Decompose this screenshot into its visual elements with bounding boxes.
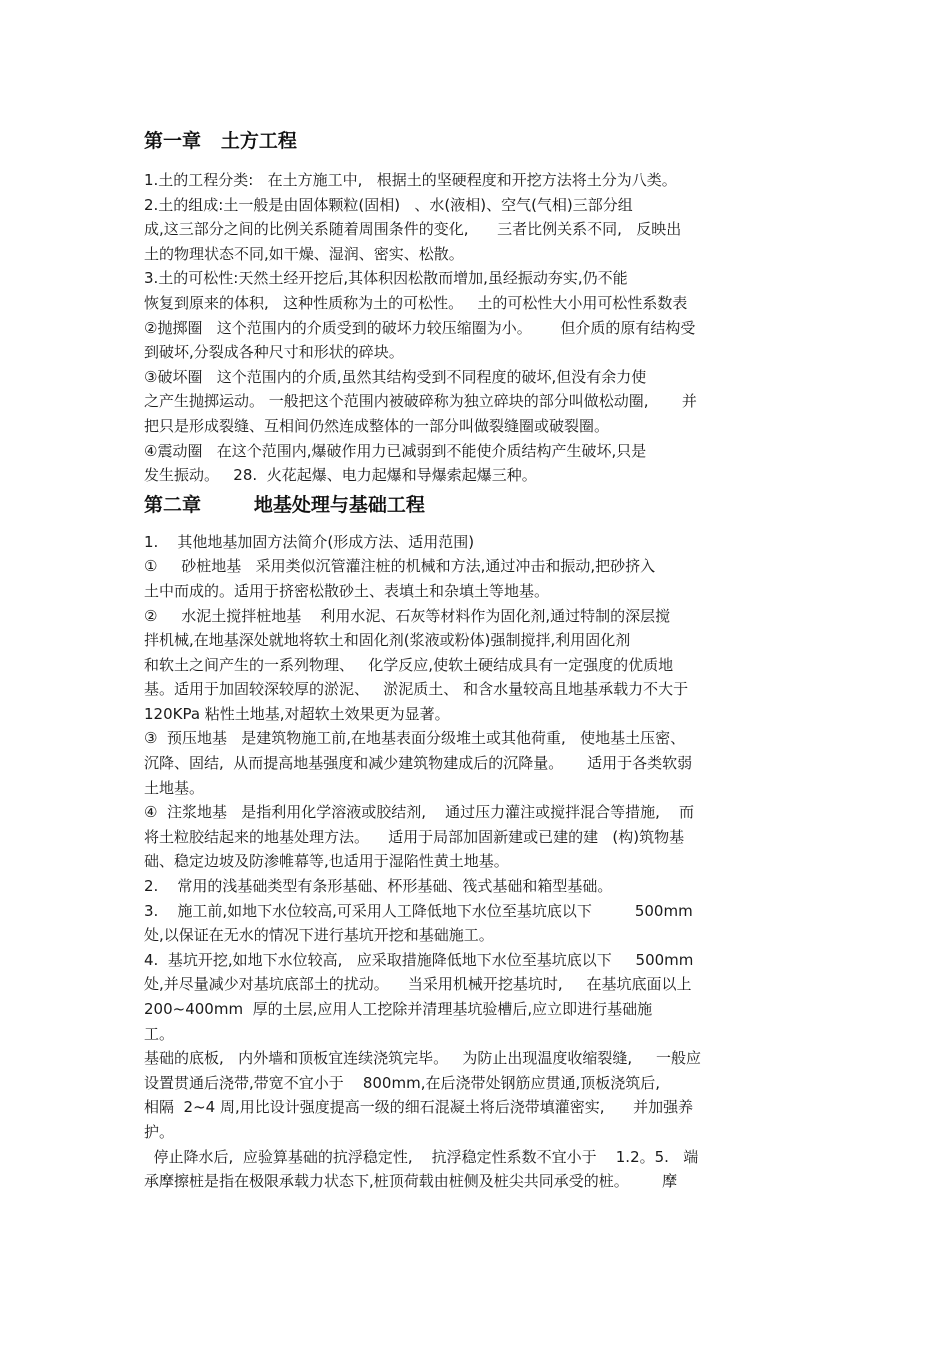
- text-line: 基。适用于加固较深较厚的淤泥、 淤泥质土、 和含水量较高且地基承载力不大于: [144, 680, 689, 699]
- text-line: 拌机械,在地基深处就地将软土和固化剂(浆液或粉体)强制搅拌,利用固化剂: [144, 631, 631, 650]
- text-line: 2.土的组成:土一般是由固体颗粒(固相) 、水(液相)、空气(气相)三部分组: [144, 195, 633, 214]
- text-line: 恢复到原来的体积, 这种性质称为土的可松性。 土的可松性大小用可松性系数表: [144, 293, 688, 312]
- text-line: 工。: [144, 1024, 175, 1043]
- text-line: 停止降水后, 应验算基础的抗浮稳定性, 抗浮稳定性系数不宜小于 1.2。5. 端: [144, 1147, 699, 1166]
- text-line: ④震动圈 在这个范围内,爆破作用力已减弱到不能使介质结构产生破坏,只是: [144, 441, 647, 460]
- text-line: 承摩擦桩是指在极限承载力状态下,桩顶荷载由桩侧及桩尖共同承受的桩。 摩: [144, 1172, 678, 1191]
- text-line: 成,这三部分之间的比例关系随着周围条件的变化, 三者比例关系不同, 反映出: [144, 220, 682, 239]
- text-line: 2. 常用的浅基础类型有条形基础、杯形基础、筏式基础和箱型基础。: [144, 877, 613, 896]
- text-line: 基础的底板, 内外墙和顶板宜连续浇筑完毕。 为防止出现温度收缩裂缝, 一般应: [144, 1049, 701, 1068]
- text-line: ① 砂桩地基 采用类似沉管灌注桩的机械和方法,通过冲击和振动,把砂挤入: [144, 557, 656, 576]
- text-line: 1. 其他地基加固方法简介(形成方法、适用范围): [144, 532, 475, 551]
- text-line: ④ 注浆地基 是指利用化学溶液或胶结剂, 通过压力灌注或搅拌混合等措施, 而: [144, 803, 694, 822]
- text-line: ③破坏圈 这个范围内的介质,虽然其结构受到不同程度的破坏,但没有余力使: [144, 367, 647, 386]
- text-line: ②抛掷圈 这个范围内的介质受到的破坏力较压缩圈为小。 但介质的原有结构受: [144, 318, 696, 337]
- chapter-2-body: [144, 530, 814, 1194]
- text-line: 发生振动。 28. 火花起爆、电力起爆和导爆索起爆三种。: [144, 466, 537, 485]
- text-line: 120KPa 粘性土地基,对超软土效果更为显著。: [144, 704, 450, 723]
- chapter-1-body: [144, 168, 814, 488]
- text-line: 土地基。: [144, 778, 205, 797]
- document-body: [144, 128, 814, 1194]
- text-line: 到破坏,分裂成各种尺寸和形状的碎块。: [144, 343, 404, 362]
- text-line: 200~400mm 厚的土层,应用人工挖除并清理基坑验槽后,应立即进行基础施: [144, 1000, 653, 1018]
- text-line: 把只是形成裂缝、互相间仍然连成整体的一部分叫做裂缝圈或破裂圈。: [144, 416, 610, 435]
- text-line: 将土粒胶结起来的地基处理方法。 适用于局部加固新建或已建的建 (构)筑物基: [144, 827, 685, 846]
- text-line: 之产生抛掷运动。 一般把这个范围内被破碎称为独立碎块的部分叫做松动圈, 并: [144, 392, 697, 411]
- text-line: 3. 施工前,如地下水位较高,可采用人工降低地下水位至基坑底以下 500mm: [144, 901, 693, 920]
- text-line: 土中而成的。适用于挤密松散砂土、表填土和杂填土等地基。: [144, 581, 550, 600]
- text-line: 和软土之间产生的一系列物理、 化学反应,使软土硬结成具有一定强度的优质地: [144, 655, 674, 674]
- chapter-2-title: 第二章 地基处理与基础工程: [144, 493, 425, 516]
- text-line: 沉降、固结, 从而提高地基强度和减少建筑物建成后的沉降量。 适用于各类软弱: [144, 754, 693, 773]
- text-line: 土的物理状态不同,如干燥、湿润、密实、松散。: [144, 244, 464, 263]
- text-line: ② 水泥土搅拌桩地基 利用水泥、石灰等材料作为固化剂,通过特制的深层搅: [144, 606, 671, 625]
- text-line: 相隔 2~4 周,用比设计强度提高一级的细石混凝土将后浇带填灌密实, 并加强养: [144, 1098, 694, 1117]
- text-line: 3.土的可松性:天然土经开挖后,其体积因松散而增加,虽经振动夯实,仍不能: [144, 269, 628, 288]
- text-line: 处,并尽量减少对基坑底部土的扰动。 当采用机械开挖基坑时, 在基坑底面以上: [144, 975, 692, 994]
- text-line: 4. 基坑开挖,如地下水位较高, 应采取措施降低地下水位至基坑底以下 500mm: [144, 950, 694, 969]
- text-line: 1.土的工程分类: 在土方施工中, 根据土的坚硬程度和开挖方法将土分为八类。: [144, 171, 677, 189]
- text-line: 处,以保证在无水的情况下进行基坑开挖和基础施工。: [144, 926, 494, 945]
- text-line: ③ 预压地基 是建筑物施工前,在地基表面分级堆土或其他荷重, 使地基土压密、: [144, 729, 686, 748]
- chapter-1-title: 第一章 土方工程: [144, 130, 297, 152]
- text-line: 础、稳定边坡及防渗帷幕等,也适用于湿陷性黄土地基。: [144, 852, 509, 871]
- text-line: 护。: [144, 1122, 175, 1141]
- text-line: 设置贯通后浇带,带宽不宜小于 800mm,在后浇带处钢筋应贯通,顶板浇筑后,: [144, 1073, 661, 1092]
